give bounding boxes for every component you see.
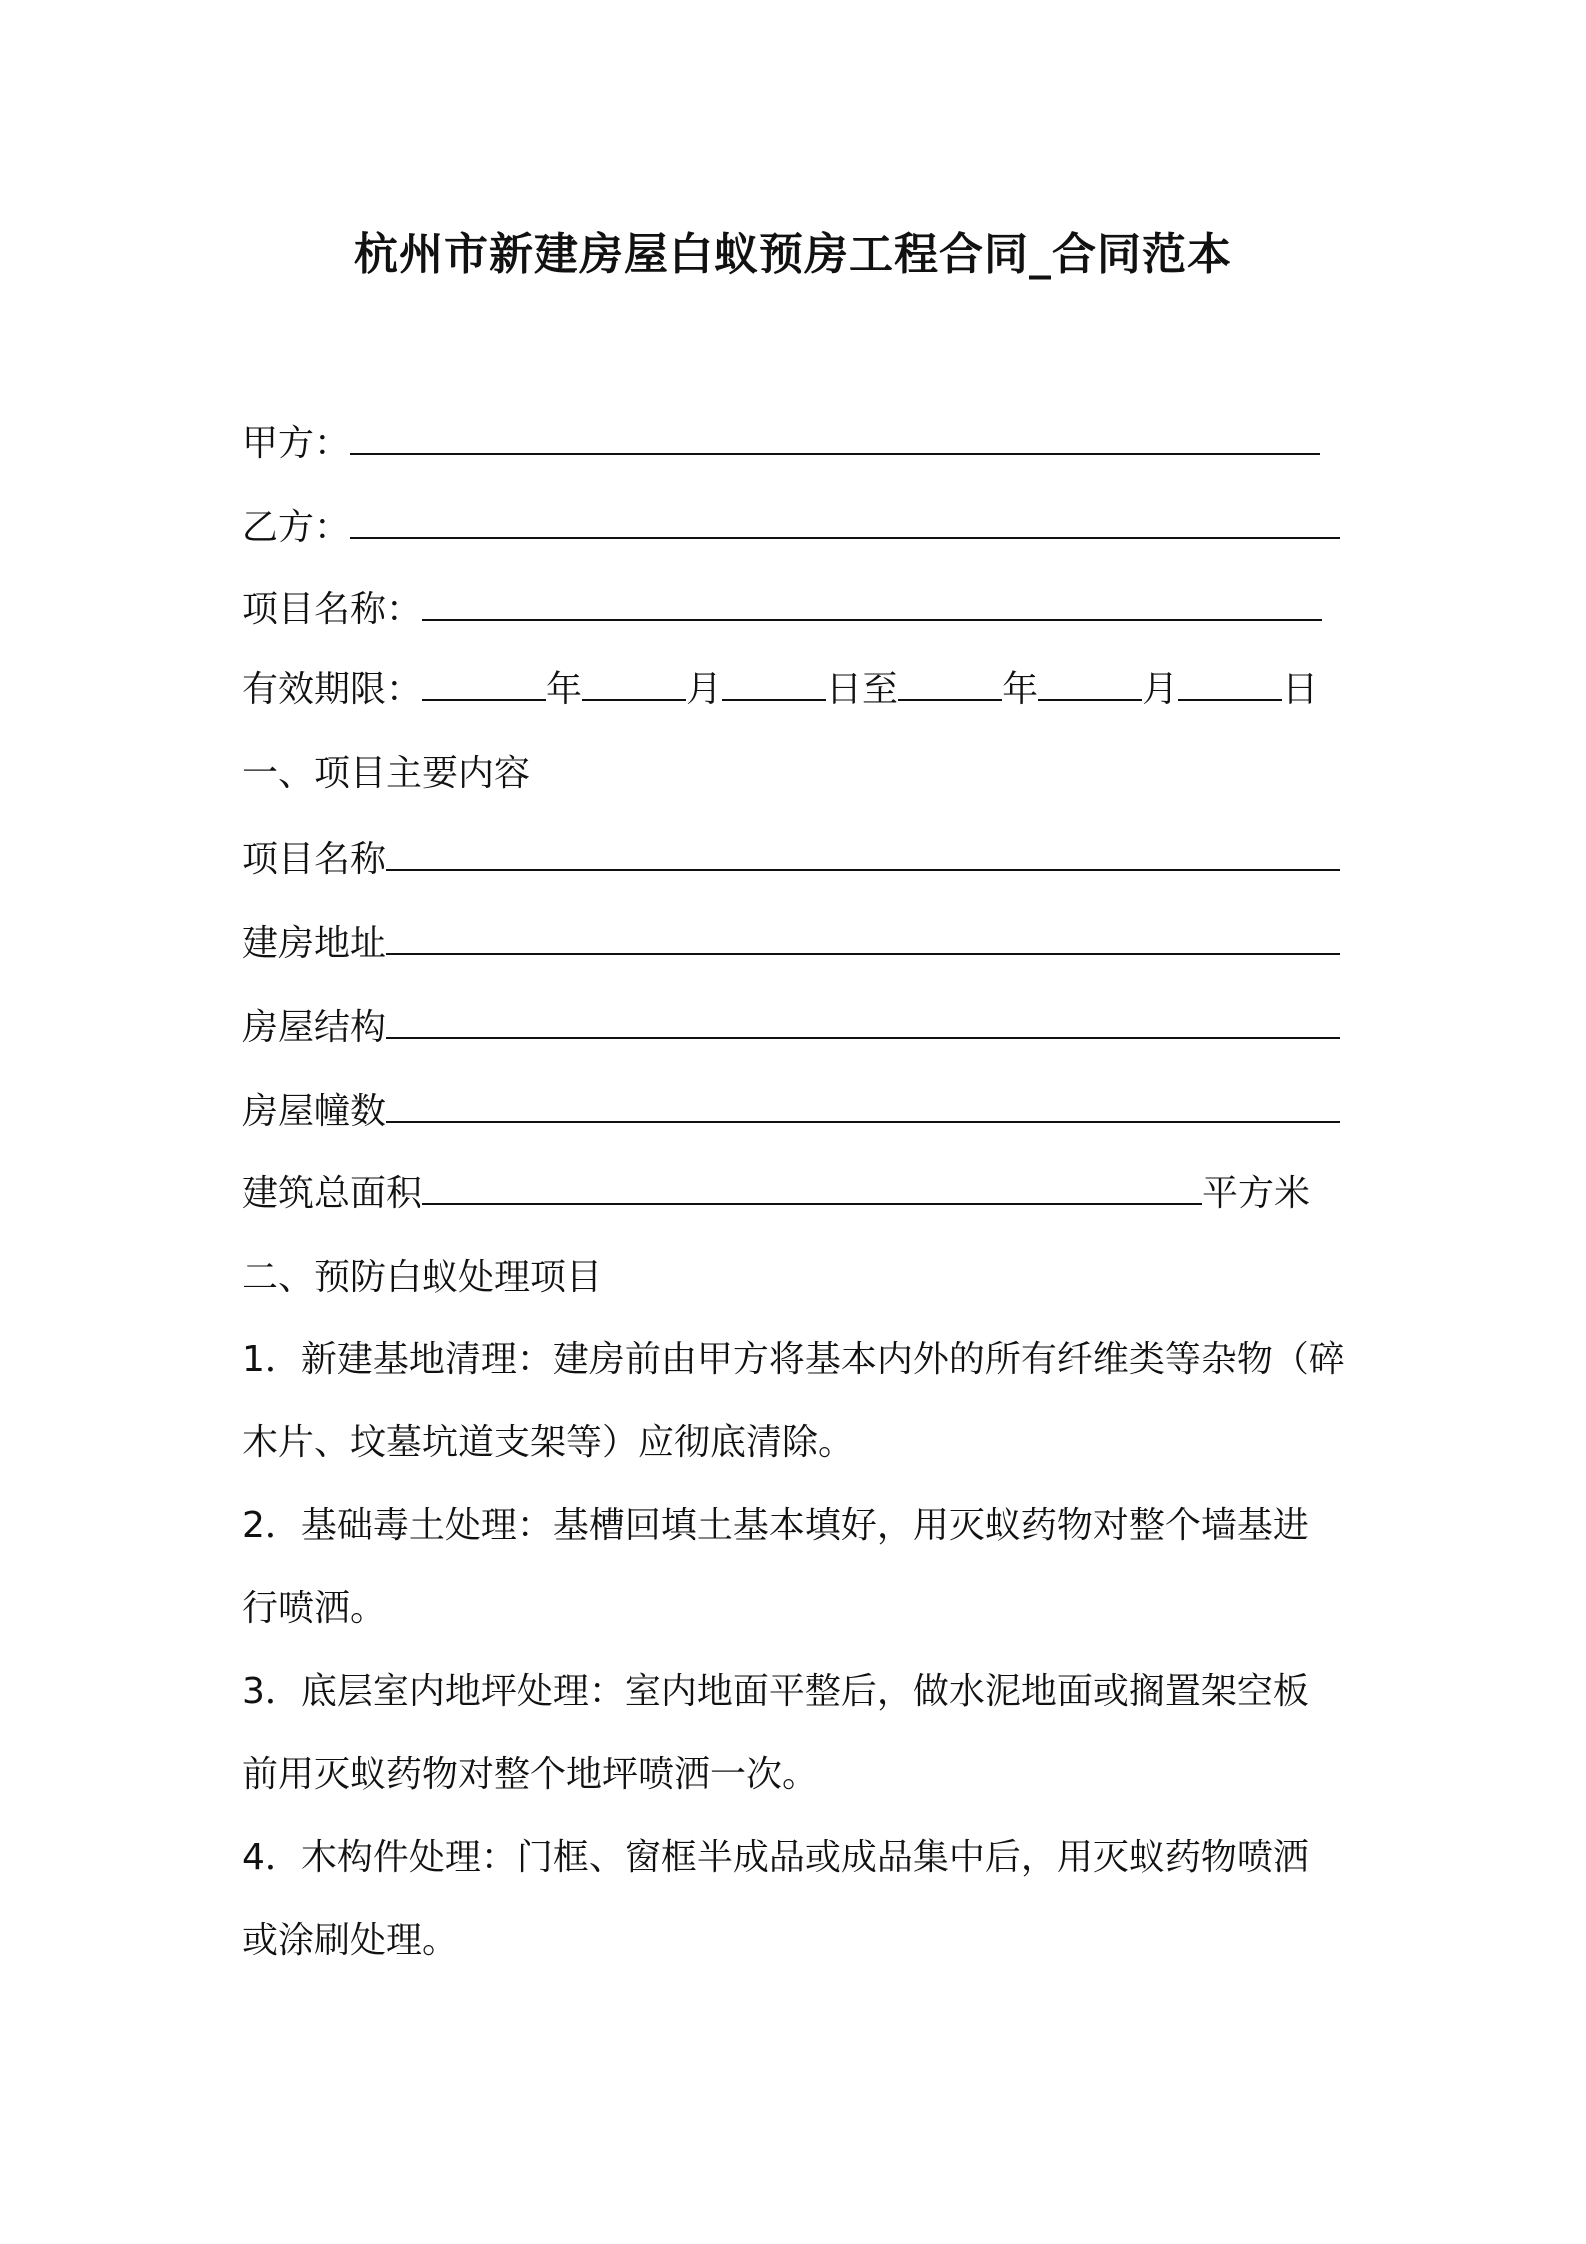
- project-name-blank[interactable]: [422, 589, 1322, 621]
- list-item: [242, 1318, 1357, 1484]
- validity-unit: 年: [546, 669, 583, 710]
- document-title: 杭州市新建房屋白蚁预房工程合同_合同范本: [354, 229, 1232, 280]
- field-suffix-unit: 平方米: [1202, 1173, 1311, 1214]
- list-item-line: 1．新建基地清理：建房前由甲方将基本内外的所有纤维类等杂物（碎: [242, 1339, 1345, 1380]
- list-item-line: 3．底层室内地坪处理：室内地面平整后，做水泥地面或搁置架空板: [242, 1671, 1309, 1712]
- party-b-blank[interactable]: [350, 507, 1340, 539]
- party-b-label: 乙方：: [242, 507, 351, 548]
- project-name-line: [242, 588, 1322, 632]
- field-row-total-area: [242, 1172, 1310, 1216]
- section-1-heading: 一、项目主要内容: [242, 753, 531, 794]
- validity-start-day-blank[interactable]: [722, 669, 826, 701]
- list-item-line: 木片、坟墓坑道支架等）应彻底清除。: [242, 1422, 855, 1463]
- validity-end-month-blank[interactable]: [1038, 669, 1142, 701]
- field-row-structure: [242, 1006, 1340, 1050]
- validity-line: [242, 668, 1318, 712]
- field-blank[interactable]: [386, 1091, 1340, 1123]
- party-a-label: 甲方：: [242, 423, 351, 464]
- list-item: [242, 1484, 1357, 1650]
- validity-unit: 月: [1142, 669, 1179, 710]
- party-a-line: [242, 422, 1320, 466]
- field-row-project-name: [242, 838, 1340, 882]
- validity-unit: 月: [686, 669, 723, 710]
- validity-end-year-blank[interactable]: [898, 669, 1002, 701]
- list-item-line: 4．木构件处理：门框、窗框半成品或成品集中后，用灭蚁药物喷洒: [242, 1837, 1309, 1878]
- validity-unit: 日至: [826, 669, 899, 710]
- field-label: 项目名称: [242, 839, 387, 880]
- field-label: 建筑总面积: [242, 1173, 423, 1214]
- list-item: [242, 1816, 1357, 1982]
- party-a-blank[interactable]: [350, 423, 1320, 455]
- validity-start-year-blank[interactable]: [422, 669, 546, 701]
- field-label: 房屋结构: [242, 1007, 387, 1048]
- field-row-address: [242, 922, 1340, 966]
- list-item-line: 或涂刷处理。: [242, 1920, 459, 1961]
- validity-end-day-blank[interactable]: [1178, 669, 1282, 701]
- list-item: [242, 1650, 1357, 1816]
- validity-start-month-blank[interactable]: [582, 669, 686, 701]
- list-item-line: 2．基础毒土处理：基槽回填土基本填好，用灭蚁药物对整个墙基进: [242, 1505, 1309, 1546]
- field-label: 房屋幢数: [242, 1091, 387, 1132]
- field-blank[interactable]: [386, 923, 1340, 955]
- field-row-building-count: [242, 1090, 1340, 1134]
- field-blank[interactable]: [386, 839, 1340, 871]
- project-name-label: 项目名称：: [242, 589, 423, 630]
- validity-unit: 年: [1002, 669, 1039, 710]
- field-blank[interactable]: [422, 1173, 1202, 1205]
- validity-label: 有效期限：: [242, 669, 423, 710]
- party-b-line: [242, 506, 1340, 550]
- validity-unit: 日: [1282, 669, 1319, 710]
- field-blank[interactable]: [386, 1007, 1340, 1039]
- section-2-heading: 二、预防白蚁处理项目: [242, 1257, 603, 1298]
- field-label: 建房地址: [242, 923, 387, 964]
- list-item-line: 行喷洒。: [242, 1588, 387, 1629]
- list-item-line: 前用灭蚁药物对整个地坪喷洒一次。: [242, 1754, 819, 1795]
